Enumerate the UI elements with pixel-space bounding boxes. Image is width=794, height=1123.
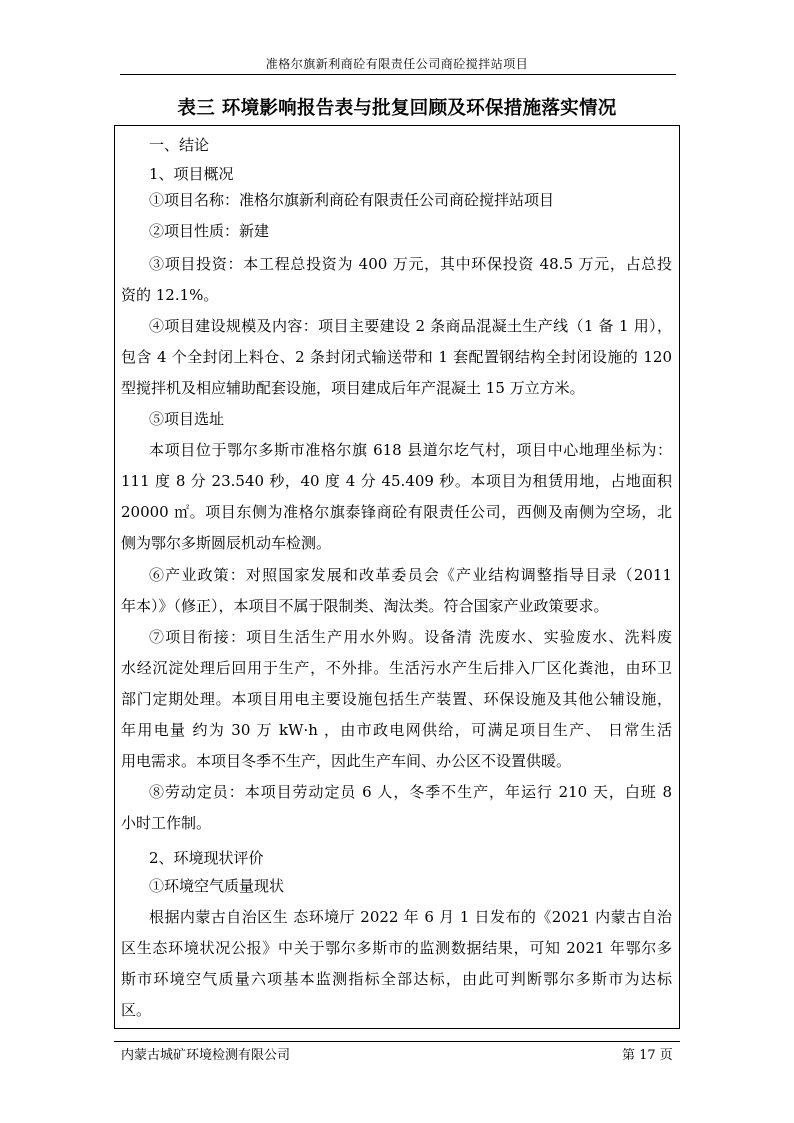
footer-page-number: 第 17 页 [622,1048,673,1063]
footer-rule [114,1041,680,1042]
paragraph-line: ⑧劳动定员：本项目劳动定员 6 人，冬季不生产，年运行 210 天，白班 8 [149,783,672,801]
header-rule [120,74,676,75]
paragraph-line: 型搅拌机及相应辅助配套设施，项目建成后年产混凝土 15 万立方米。 [121,379,585,397]
paragraph-line: 部门定期处理。本项目用电主要设施包括生产装置、环保设施及其他公辅设施， [121,690,672,708]
paragraph-line: ④项目建设规模及内容：项目主要建设 2 条商品混凝土生产线（1 备 1 用）， [149,317,672,335]
paragraph-line: 年用电量 约为 30 万 kW·h ，由市政电网供给，可满足项目生产、 日常生活 [121,721,672,739]
section-heading: 一、结论 [149,136,210,154]
header-title: 准格尔旗新利商砼有限责任公司商砼搅拌站项目 [265,57,529,71]
subsection-heading: 2、环境现状评价 [149,849,264,867]
paragraph-line: 20000 ㎡。项目东侧为准格尔旗泰锋商砼有限责任公司，西侧及南侧为空场，北 [121,503,672,521]
paragraph-line: 斯市环境空气质量六项基本监测指标全部达标，由此可判断鄂尔多斯市为达标 [121,970,672,988]
paragraph-line: 111 度 8 分 23.540 秒，40 度 4 分 45.409 秒。本项目为租赁用地，占地面积 [121,472,672,490]
subsection-heading: 1、项目概况 [149,165,234,183]
footer-company: 内蒙古城矿环境检测有限公司 [121,1048,291,1063]
paragraph-line: 小时工作制。 [121,814,212,832]
paragraph-line: ①项目名称：准格尔旗新利商砼有限责任公司商砼搅拌站项目 [149,191,555,209]
paragraph-line: ①环境空气质量现状 [149,877,285,895]
paragraph-line: 区生态环境状况公报》中关于鄂尔多斯市的监测数据结果，可知 2021 年鄂尔多 [121,939,672,957]
paragraph-line: ⑤项目选址 [149,410,225,428]
paragraph-line: 区。 [121,1001,152,1019]
paragraph-line: 水经沉淀处理后回用于生产，不外排。生活污水产生后排入厂区化粪池，由环卫 [121,659,672,677]
paragraph-line: ③项目投资：本工程总投资为 400 万元，其中环保投资 48.5 万元，占总投 [149,255,672,273]
paragraph-line: ⑥产业政策：对照国家发展和改革委员会《产业结构调整指导目录（2011 [149,566,672,584]
paragraph-line: 包含 4 个全封闭上料仓、2 条封闭式输送带和 1 套配置钢结构全封闭设施的 120 [121,348,672,366]
paragraph-line: ②项目性质：新建 [149,222,270,240]
paragraph-line: 本项目位于鄂尔多斯市准格尔旗 618 县道尔圪气村，项目中心地理坐标为： [149,441,672,459]
paragraph-line: ⑦项目衔接：项目生活生产用水外购。设备清 洗废水、实验废水、洗料废 [149,628,672,646]
paragraph-line: 用电需求。本项目冬季不生产，因此生产车间、办公区不设置供暖。 [121,752,572,770]
paragraph-line: 资的 12.1%。 [121,286,219,304]
paragraph-line: 侧为鄂尔多斯圆辰机动车检测。 [121,534,332,552]
paragraph-line: 根据内蒙古自治区生 态环境厅 2022 年 6 月 1 日发布的《2021 内蒙古自治 [149,908,672,926]
paragraph-line: 年本）》（修正），本项目不属于限制类、淘汰类。符合国家产业政策要求。 [121,597,609,615]
table-title: 表三 环境影响报告表与批复回顾及环保措施落实情况 [177,98,617,119]
